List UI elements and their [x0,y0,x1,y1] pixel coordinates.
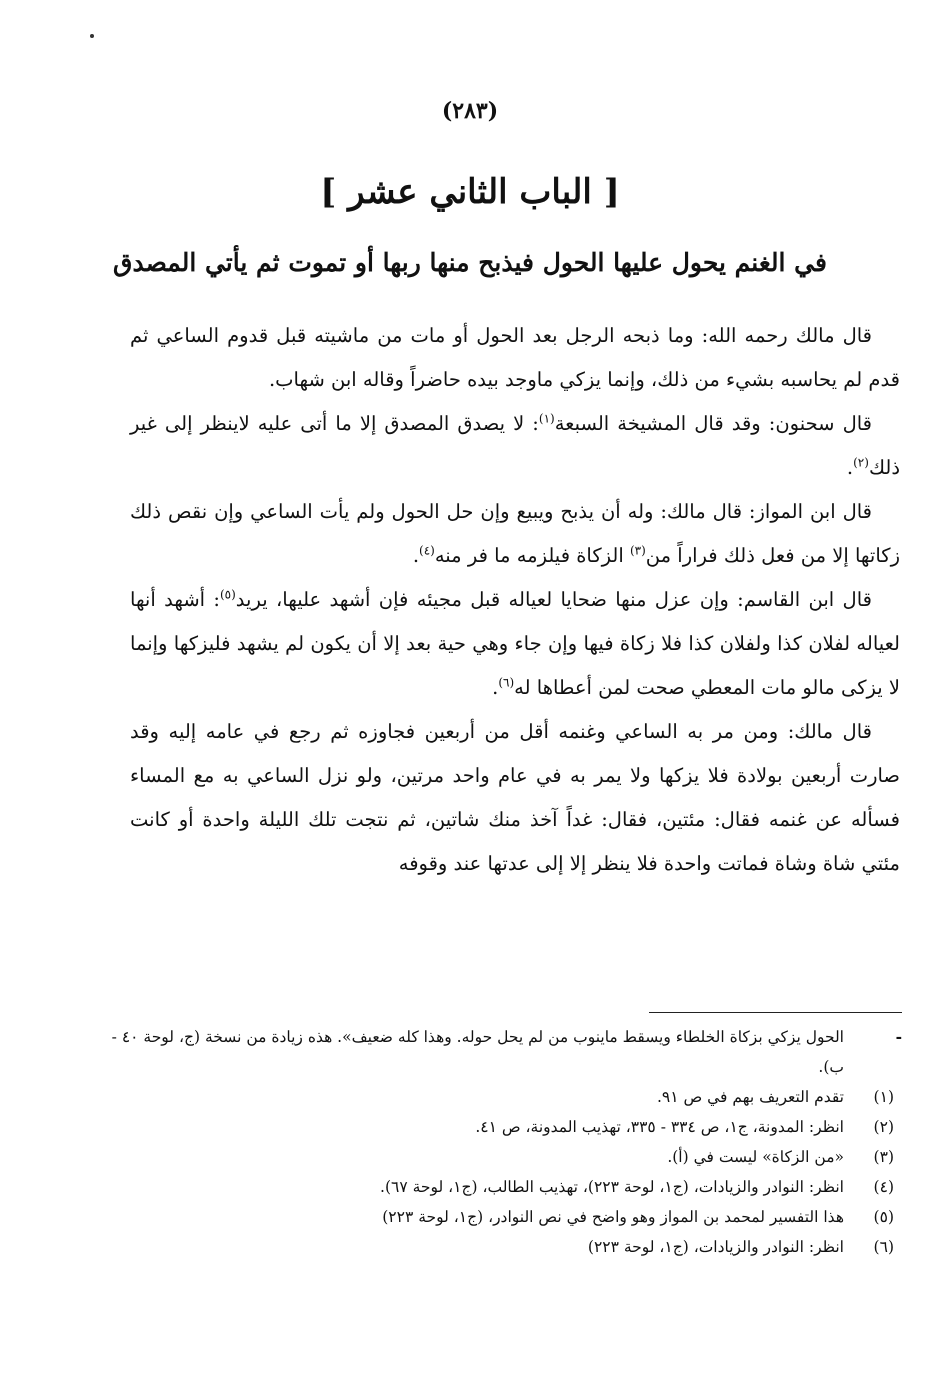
footnote-number: (٤) [873,1178,894,1196]
chapter-subtitle: في الغنم يحول عليها الحول فيذبح منها ربها أو تموت ثم يأتي المصدق [113,248,827,277]
paragraph-5 [130,710,900,886]
footnote-number: (١) [873,1088,894,1106]
footnote-1 [107,1082,902,1112]
footnote-ref[interactable]: (٥) [219,587,236,602]
footnote-text: انظر: المدونة، ج١، ص ٣٣٤ - ٣٣٥، تهذيب المدونة، ص ٤١. [475,1118,844,1136]
footnote-number: (٥) [873,1208,894,1226]
footnote-number: (٦) [873,1238,894,1256]
footnote-text: انظر: النوادر والزيادات، (ج١، لوحة ٢٢٣) [587,1238,844,1256]
continuation-dash: - [895,1027,902,1046]
main-text [130,314,900,886]
footnote-2 [107,1112,902,1142]
footnote-text: تقدم التعريف بهم في ص ٩١. [656,1088,844,1106]
footnotes [107,1022,902,1262]
footnote-6 [107,1232,902,1262]
footnote-ref[interactable]: (٤) [419,543,435,558]
paragraph-text: . [492,676,499,699]
scan-speck [90,34,94,38]
footnote-text: «من الزكاة» ليست في (أ). [667,1148,844,1166]
paragraph-3 [130,490,900,578]
footnote-3 [107,1142,902,1172]
footnote-5 [107,1202,902,1232]
page-number: (٢٨٣) [441,98,499,124]
paragraph-text: . [846,456,854,479]
paragraph-text: قال ابن المواز: قال مالك: وله أن يذبح ويبيع وإن حل الحول ولم يأت الساعي وإن نقص ذلك زكاتها إلا من فعل ذلك فراراً من [130,500,900,567]
footnote-text: هذا التفسير لمحمد بن المواز وهو واضح في نص النوادر، (ج١، لوحة ٢٢٣) [382,1208,844,1226]
paragraph-text: : لا يصدق المصدق إلا ما أتى عليه لاينظر إلى غير ذلك [130,412,900,479]
footnote-ref[interactable]: (٦) [498,675,515,690]
footnote-number: (٣) [873,1148,894,1166]
footnote-text: انظر: النوادر والزيادات، (ج١، لوحة ٢٢٣)، تهذيب الطالب، (ج١، لوحة ٦٧). [380,1178,844,1196]
paragraph-text: قال مالك: ومن مر به الساعي وغنمه أقل من أربعين فجاوزه ثم رجع في عامه إليه وقد صارت أربعين بولادة فلا يزكها ولا يمر به في عام واحد مرتين، ولو نزل الساعي به مع المساء فسأله عن غنمه فقال: مئتين، فقال: غداً آخذ منك شاتين، ثم نتجت تلك الليلة واحدة أو كانت مئتي شاة وشاة فماتت واحدة فلا ينظر إلا إلى عدتها عند وقوفه [130,720,900,875]
footnote-number: (٢) [873,1118,894,1136]
footnote-ref[interactable]: (١) [538,411,555,426]
chapter-title: [ الباب الثاني عشر ] [320,172,620,212]
paragraph-text: قال سحنون: وقد قال المشيخة السبعة [554,412,873,435]
footnote-ref[interactable]: (٢) [853,455,869,470]
footnote-4 [107,1172,902,1202]
footnote-ref[interactable]: (٣) [629,543,646,558]
paragraph-text: قال مالك رحمه الله: وما ذبحه الرجل بعد الحول أو مات من ماشيته قبل قدوم الساعي ثم قدم لم يحاسبه بشيء من ذلك، وإنما يزكي ماوجد بيده حاضراً وقاله ابن شهاب. [130,324,900,391]
paragraph-text: . [412,544,420,567]
paragraph-text: : أشهد أنها لعياله لفلان كذا ولفلان كذا فلا زكاة فيها وإن جاء وهي حية بعد إلا أن يكون لم يشهد فليزكها وإنما لا يزكى مالو مات المعطي صحت لمن أعطاها له [130,588,900,699]
footnote-separator [649,1012,902,1013]
paragraph-2 [130,402,900,490]
paragraph-1 [130,314,900,402]
paragraph-4 [130,578,900,710]
footnote-continuation [107,1022,902,1082]
footnote-text: الحول يزكي بزكاة الخلطاء ويسقط ماينوب من لم يحل حوله. وهذا كله ضعيف». هذه زيادة من نسخة (ج، لوحة ٤٠ - ب). [111,1028,844,1076]
paragraph-text: الزكاة فيلزمه ما فر منه [434,544,630,567]
paragraph-text: قال ابن القاسم: وإن عزل منها ضحايا لعياله قبل مجيئه فإن أشهد عليها، يريد [235,588,872,611]
